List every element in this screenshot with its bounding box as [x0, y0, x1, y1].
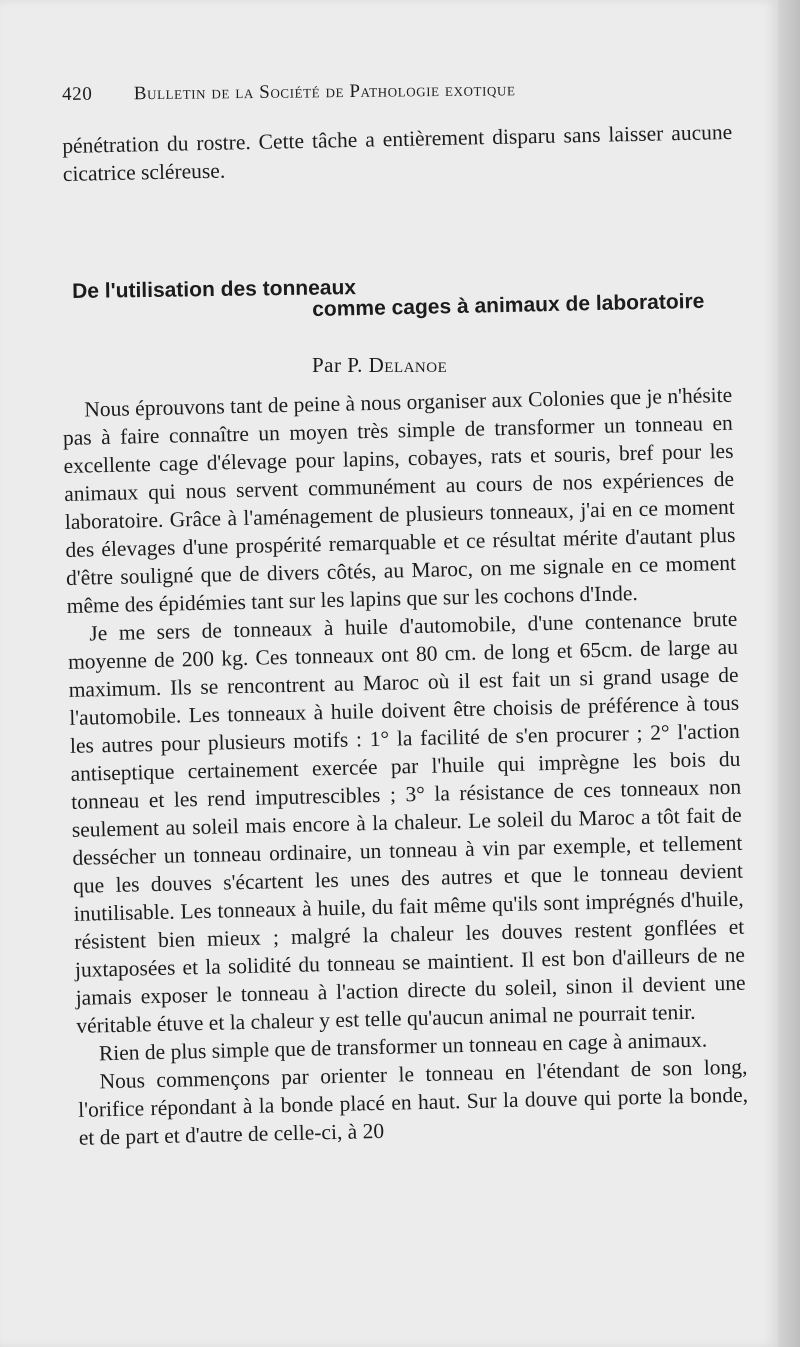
article-title-line-1: De l'utilisation des tonneaux	[72, 276, 357, 303]
page-edge	[778, 0, 800, 1347]
byline-prefix: Par P.	[312, 353, 369, 377]
page-number: 420	[62, 83, 93, 105]
article-title-line-2: comme cages à animaux de laboratoire	[312, 289, 705, 321]
journal-title: Bulletin de la Société de Pathologie exotique	[133, 79, 516, 105]
article-body	[62, 381, 749, 1152]
body-paragraph: Rien de plus simple que de transformer un tonneau en cage à animaux.	[98, 1027, 708, 1066]
article-byline	[312, 353, 447, 378]
body-paragraph: Nous commençons par orienter le tonneau en l'étendant de son long, l'orifice répondant à la bonde placé en haut. Sur la douve qui porte la bonde, et de part et d'autre de celle-ci, à 20	[77, 1054, 749, 1150]
byline-author: Delanoe	[368, 353, 448, 377]
running-head	[62, 78, 622, 106]
carryover-text	[62, 118, 733, 188]
carryover-paragraph: pénétration du rostre. Cette tâche a entièrement disparu sans laisser aucune cicatrice scléreuse.	[62, 119, 733, 186]
body-paragraph: Je me sers de tonneaux à huile d'automobile, d'une contenance brute moyenne de 200 kg. Ces tonneaux ont 80 cm. de long et 65cm. de large au maximum. Ils se rencontrent au Maroc où il est fait un si grand usage de l'automobile. Les tonneaux à huile doivent être choisis de préférence à tous les autres pour plusieurs motifs : 1° la facilité de s'en procurer ; 2° l'action antiseptique certainement exercée par l'huile qui imprègne les bois du tonneau et les rend imputrescibles ; 3° la résistance de ces tonneaux non seulement au soleil mais encore à la chaleur. Le soleil du Maroc a tôt fait de dessécher un tonneau ordinaire, un tonneau à vin par exemple, et tellement que les douves s'écartent les unes des autres et que le tonneau devient inutilisable. Les tonneaux à huile, du fait même qu'ils sont imprégnés d'huile, résistent bien mieux ; malgré la chaleur les douves restent gonflées et juxtaposées et la solidité du tonneau se maintient. Il est bon d'ailleurs de ne jamais exposer le tonneau à l'action directe du soleil, sinon il devient une véritable étuve et la chaleur y est telle qu'aucun animal ne pourrait tenir.	[67, 606, 746, 1038]
body-paragraph: Nous éprouvons tant de peine à nous organiser aux Colonies que je n'hésite pas à faire connaître un moyen très simple de transformer un tonneau en excellente cage d'élevage pour lapins, cobayes, rats et souris, bref pour les animaux qui nous servent communément au cours de nos expériences de laboratoire. Grâce à l'aménagement de plusieurs tonneaux, j'ai en ce moment des élevages d'une prospérité remarquable et ce résultat mérite d'autant plus d'être souligné que de divers côtés, au Maroc, on me signale en ce moment même des épidémies tant sur les lapins que sur les cochons d'Inde.	[62, 382, 737, 618]
